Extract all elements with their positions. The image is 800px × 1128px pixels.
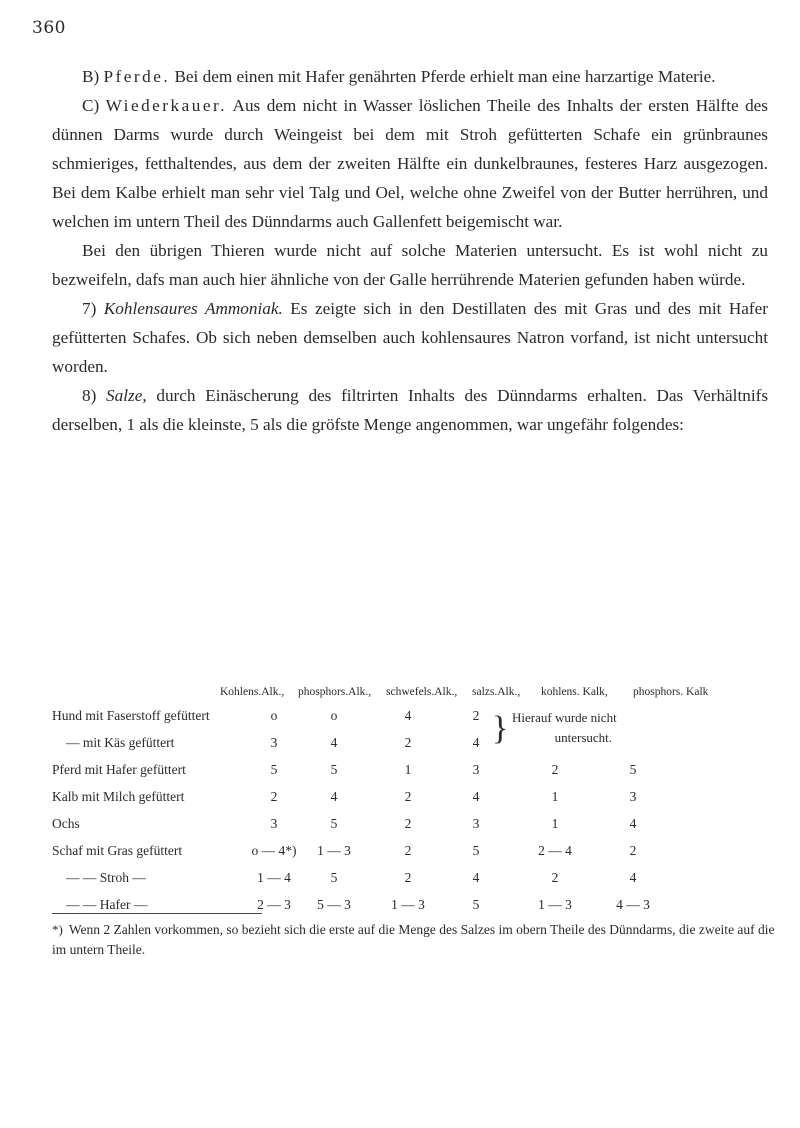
paragraph-7-label: 7) (82, 299, 97, 318)
paragraph-8-key: Salze, (106, 386, 147, 405)
salt-table (52, 686, 778, 924)
row-label: — mit Käs gefüttert (66, 735, 175, 750)
row-label: Pferd mit Hafer gefüttert (52, 762, 186, 777)
table-row (52, 762, 778, 789)
cell: 4 (472, 735, 480, 750)
column-header: phosphors. Kalk (633, 686, 709, 698)
cell: 4 (330, 735, 338, 750)
cell: 1 (551, 816, 559, 831)
paragraph-8 (52, 381, 768, 439)
note-line-1: Hierauf wurde nicht (512, 710, 617, 725)
cell: 2 (404, 816, 412, 831)
cell: 3 (270, 735, 278, 750)
paragraph-b (52, 62, 768, 91)
table-row (52, 843, 778, 870)
cell: o (330, 708, 338, 723)
footnote-rule (52, 913, 262, 914)
cell: 5 (629, 762, 637, 777)
footnote (52, 920, 782, 960)
paragraph-7-text: Es zeigte sich in den Destillaten des mit Gras und des mit Hafer gefütterten Schafes. Ob sich neben demselben auch kohlensaures Natron vorfand, ist nicht untersucht worden. (52, 299, 768, 376)
table-row (52, 816, 778, 843)
cell: 5 — 3 (317, 897, 351, 912)
cell: 2 (404, 843, 412, 858)
column-header: kohlens. Kalk, (541, 686, 608, 698)
paragraph-8-label: 8) (82, 386, 97, 405)
paragraph-7-key: Kohlensaures Ammoniak. (103, 299, 283, 318)
paragraph-c (52, 91, 768, 236)
paragraph-8-text: durch Einäscherung des filtrirten Inhalts des Dünndarms erhalten. Das Verhältnifs derselben, 1 als die kleinste, 5 als die gröfste Menge angenommen, war ungefähr folgendes: (52, 386, 769, 434)
row-label: Ochs (52, 816, 80, 831)
cell: 4 (629, 816, 637, 831)
cell: 3 (472, 816, 480, 831)
cell: 3 (270, 816, 278, 831)
paragraph-c-key: Wiederkauer. (105, 96, 228, 115)
cell: 2 — 3 (257, 897, 291, 912)
table-row (52, 870, 778, 897)
footnote-mark: *) (52, 922, 63, 937)
cell: 1 — 3 (391, 897, 425, 912)
cell: o — 4*) (251, 843, 297, 858)
paragraph-c-text: Aus dem nicht in Wasser löslichen Theile des Inhalts der ersten Hälfte des dünnen Darms wurde durch Weingeist bei dem mit Stroh gefütterten Schafe ein grünbraunes schmieriges, fetthaltendes, aus dem der zweiten Hälfte ein dunkelbraunes, festeres Harz ausgezogen. Bei dem Kalbe erhielt man sehr viel Talg und Oel, welche ohne Zweifel von der Butter herrühren, und welchen im untern Theil des Dünndarms auch Gallenfett beigemischt war. (52, 96, 768, 231)
column-header: phosphors.Alk., (298, 686, 372, 698)
cell: 5 (330, 870, 338, 885)
brace-mark: } (492, 710, 509, 747)
cell: 1 (404, 762, 412, 777)
cell: 2 (404, 735, 412, 750)
table-row (52, 789, 778, 816)
cell: 4 (629, 870, 637, 885)
column-header: Kohlens.Alk., (220, 686, 285, 698)
paragraph-b-text: Bei dem einen mit Hafer genährten Pferde erhielt man eine harzartige Materie. (174, 67, 716, 86)
note-line-2: untersucht. (554, 730, 613, 745)
paragraph-b-key: Pferde. (103, 67, 171, 86)
cell: 5 (472, 843, 480, 858)
cell: o (270, 708, 278, 723)
table-header (52, 686, 778, 708)
column-header: schwefels.Alk., (386, 686, 458, 698)
cell: 2 (629, 843, 637, 858)
cell: 5 (270, 762, 278, 777)
paragraph-other (52, 236, 768, 294)
cell: 4 (472, 789, 480, 804)
cell: 4 — 3 (616, 897, 650, 912)
paragraph-b-label: B) (82, 67, 100, 86)
cell: 2 (551, 762, 559, 777)
cell: 2 — 4 (538, 843, 572, 858)
cell: 4 (404, 708, 412, 723)
cell: 3 (629, 789, 637, 804)
cell: 4 (472, 870, 480, 885)
cell: 2 (404, 789, 412, 804)
body-text (52, 62, 768, 439)
row-label: Kalb mit Milch gefüttert (52, 789, 185, 804)
row-label: Schaf mit Gras gefüttert (52, 843, 183, 858)
paragraph-c-label: C) (82, 96, 100, 115)
paragraph-7 (52, 294, 768, 381)
cell: 5 (330, 762, 338, 777)
cell: 2 (404, 870, 412, 885)
cell: 5 (330, 816, 338, 831)
page-number: 360 (32, 18, 66, 38)
cell: 2 (472, 708, 480, 723)
cell: 1 — 3 (538, 897, 572, 912)
column-header: salzs.Alk., (472, 686, 521, 698)
cell: 2 (270, 789, 278, 804)
cell: 1 (551, 789, 559, 804)
footnote-text: Wenn 2 Zahlen vorkommen, so bezieht sich die erste auf die Menge des Salzes im obern Theile des Dünndarms, die zweite auf die im untern Theile. (52, 922, 775, 957)
table-row (52, 735, 778, 762)
cell: 1 — 3 (317, 843, 351, 858)
row-label: — — Hafer — (66, 897, 148, 912)
table-row (52, 708, 778, 735)
cell: 3 (472, 762, 480, 777)
cell: 5 (472, 897, 480, 912)
row-label: Hund mit Faserstoff gefüttert (52, 708, 210, 723)
cell: 4 (330, 789, 338, 804)
table-group-dog (52, 708, 778, 762)
cell: 1 — 4 (257, 870, 291, 885)
paragraph-other-text: Bei den übrigen Thieren wurde nicht auf solche Materien untersucht. Es ist wohl nicht zu bezweifeln, dafs man auch hier ähnliche von der Galle herrührende Materien gefunden haben würde. (52, 241, 768, 289)
row-label: — — Stroh — (66, 870, 146, 885)
cell: 2 (551, 870, 559, 885)
